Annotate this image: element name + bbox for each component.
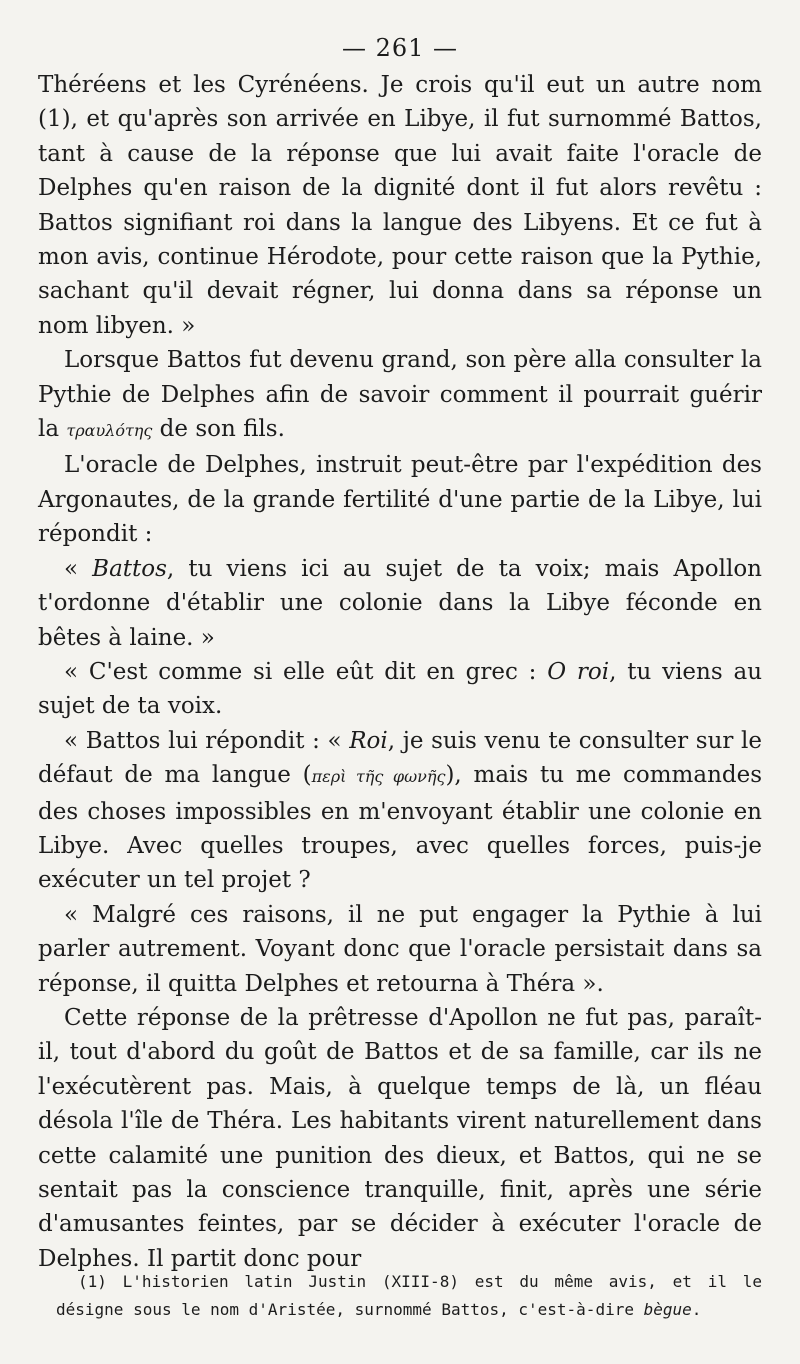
paragraph: « Malgré ces raisons, il ne put engager la Pythie à lui parler autrement. Voyant donc que l'oracle persistait dans sa réponse, il quitta Delphes et retourna à Théra ». (38, 901, 762, 997)
paragraph: Cette réponse de la prêtresse d'Apollon ne fut pas, paraît-il, tout d'abord du goût de Battos et de sa famille, car ils ne l'exécutèrent pas. Mais, à quelque temps de là, un fléau désola l'île de Théra. Les habitants virent naturellement dans cette calamité une punition des dieux, et Battos, qui ne se sentait pas la conscience tranquille, finit, après une série d'amusantes feintes, par se décider à exécuter l'oracle de Delphes. Il partit donc pour (38, 1004, 762, 1272)
footnote-text (56, 1268, 762, 1324)
italic-word: Roi (349, 727, 388, 754)
text-run: de son fils. (152, 416, 285, 443)
paragraph: Théréens et les Cyrénéens. Je crois qu'il eut un autre nom (1), et qu'après son arrivée en Libye, il fut surnommé Battos, tant à cause de la réponse que lui avait faite l'oracle de Delphes qu'en raison de la dignité dont il fut alors revêtu : Battos signifiant roi dans la langue des Libyens. Et ce fut à mon avis, continue Hérodote, pour cette raison que la Pythie, sachant qu'il devait régner, lui donna dans sa réponse un nom libyen. » (38, 72, 762, 339)
greek-word: τραυλότης (66, 421, 153, 441)
text-run: « (64, 555, 93, 582)
text-run: , tu viens au sujet de ta voix. (38, 658, 763, 720)
text-run: « C'est comme si elle eût dit en grec : (64, 658, 548, 685)
italic-word: bègue (643, 1300, 692, 1319)
text-run: . (691, 1300, 702, 1319)
body-text (38, 68, 762, 1276)
text-run: , je suis venu te consulter sur le défaut de ma langue ( (38, 727, 762, 789)
italic-word: Battos (92, 555, 167, 582)
text-run: ), mais tu me commandes des choses impossibles en m'envoyant établir une colonie en Libye. Avec quelles troupes, avec quelles forces, puis-je exécuter un tel projet ? (38, 762, 763, 894)
text-run: Lorsque Battos fut devenu grand, son père alla consulter la Pythie de Delphes afin de savoir comment il pourrait guérir la (38, 347, 762, 443)
paragraph (38, 655, 762, 724)
paragraph (38, 343, 762, 448)
paragraph: L'oracle de Delphes, instruit peut-être par l'expédition des Argonautes, de la grande fertilité d'une partie de la Libye, lui répondit : (38, 452, 762, 548)
text-run: , tu viens ici au sujet de ta voix; mais Apollon t'ordonne d'établir une colonie dans la Libye féconde en bêtes à laine. » (38, 555, 762, 651)
greek-phrase: περὶ τῆς φωνῆς (311, 767, 446, 787)
paragraph (38, 724, 762, 898)
footnote (56, 1268, 762, 1324)
text-run: « Battos lui répondit : « (64, 727, 350, 754)
italic-word: O roi (547, 658, 610, 685)
paragraph (38, 552, 762, 655)
text-run: (1) L'historien latin Justin (XIII-8) est du même avis, et il le désigne sous le nom d'Aristée, surnommé Battos, c'est-à-dire (56, 1272, 762, 1319)
page-number: — 261 — (341, 34, 459, 62)
